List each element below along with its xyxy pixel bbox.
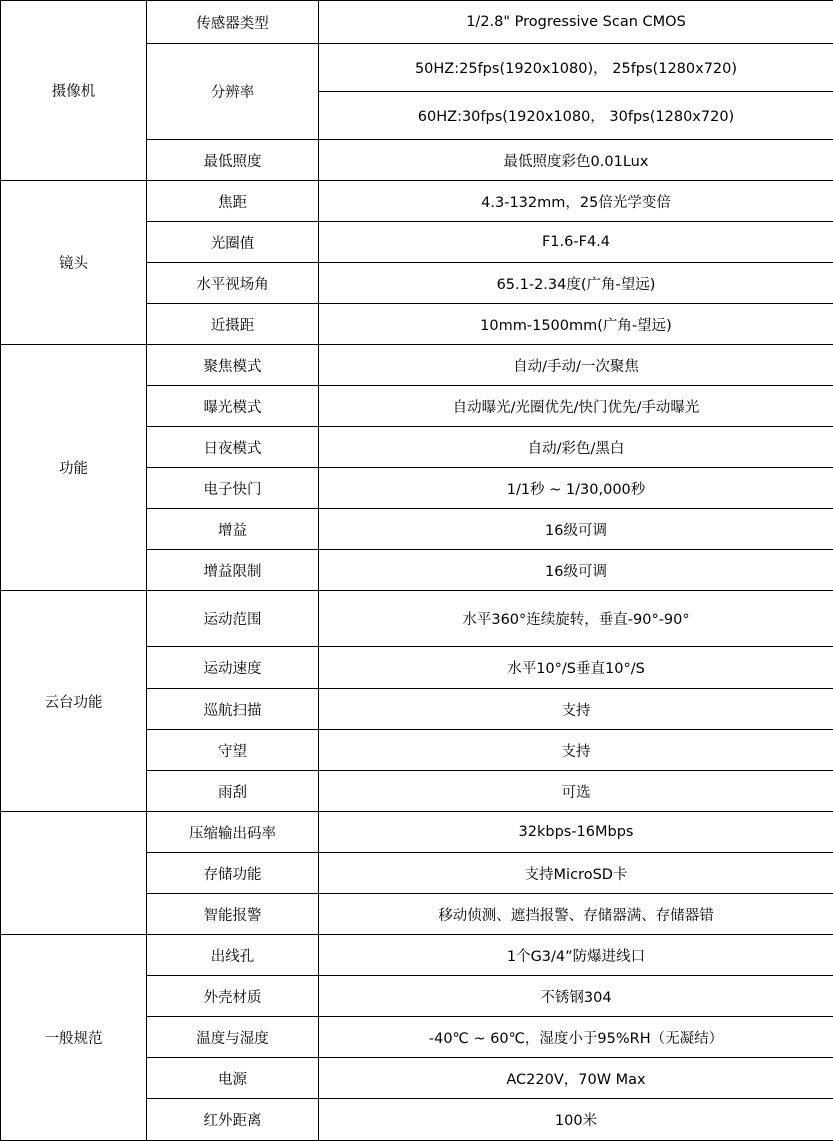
spec-label: 光圈值 (147, 222, 319, 263)
section-name (1, 812, 147, 935)
spec-value: 支持MicroSD卡 (319, 853, 833, 894)
spec-row (1, 591, 833, 647)
spec-label: 运动速度 (147, 647, 319, 689)
spec-value: 自动/手动/一次聚焦 (319, 345, 833, 386)
spec-label: 存储功能 (147, 853, 319, 894)
spec-value: 自动/彩色/黑白 (319, 427, 833, 468)
spec-label: 电子快门 (147, 468, 319, 509)
spec-value: 1/1秒 ~ 1/30,000秒 (319, 468, 833, 509)
spec-label: 焦距 (147, 181, 319, 222)
spec-label: 日夜模式 (147, 427, 319, 468)
spec-value: 水平10°/S垂直10°/S (319, 647, 833, 689)
spec-value: 4.3-132mm，25倍光学变倍 (319, 181, 833, 222)
spec-value: 16级可调 (319, 509, 833, 550)
spec-label: 智能报警 (147, 894, 319, 935)
spec-value: 50HZ:25fps(1920x1080)， 25fps(1280x720) (319, 44, 833, 92)
spec-label: 出线孔 (147, 935, 319, 976)
spec-value: 移动侦测、遮挡报警、存储器满、存储器错 (319, 894, 833, 935)
spec-label: 电源 (147, 1058, 319, 1099)
section-name: 一般规范 (1, 935, 147, 1141)
spec-value: 支持 (319, 730, 833, 771)
spec-value: AC220V，70W Max (319, 1058, 833, 1099)
spec-label: 最低照度 (147, 140, 319, 181)
spec-value: 100米 (319, 1099, 833, 1141)
spec-value: 不锈钢304 (319, 976, 833, 1017)
spec-value: 16级可调 (319, 550, 833, 591)
spec-value: 32kbps-16Mbps (319, 812, 833, 853)
spec-label: 近摄距 (147, 304, 319, 345)
spec-row (1, 1, 833, 44)
spec-row (1, 345, 833, 386)
spec-value: 1个G3/4”防爆进线口 (319, 935, 833, 976)
spec-label: 水平视场角 (147, 263, 319, 304)
spec-row (1, 812, 833, 853)
spec-value: 65.1-2.34度(广角-望远) (319, 263, 833, 304)
spec-value: 60HZ:30fps(1920x1080， 30fps(1280x720) (319, 92, 833, 140)
section-name: 功能 (1, 345, 147, 591)
spec-label: 外壳材质 (147, 976, 319, 1017)
spec-label: 增益限制 (147, 550, 319, 591)
spec-value: 水平360°连续旋转，垂直-90°-90° (319, 591, 833, 647)
spec-value: 10mm-1500mm(广角-望远) (319, 304, 833, 345)
spec-label: 温度与湿度 (147, 1017, 319, 1058)
spec-label: 守望 (147, 730, 319, 771)
spec-label: 运动范围 (147, 591, 319, 647)
section-name: 摄像机 (1, 1, 147, 181)
spec-label: 雨刮 (147, 771, 319, 812)
spec-value: F1.6-F4.4 (319, 222, 833, 263)
spec-row (1, 181, 833, 222)
spec-label: 红外距离 (147, 1099, 319, 1141)
spec-label: 聚焦模式 (147, 345, 319, 386)
spec-value: 支持 (319, 689, 833, 730)
spec-label: 压缩输出码率 (147, 812, 319, 853)
spec-value: 1/2.8" Progressive Scan CMOS (319, 1, 833, 44)
spec-value: 自动曝光/光圈优先/快门优先/手动曝光 (319, 386, 833, 427)
spec-row (1, 935, 833, 976)
section-name: 云台功能 (1, 591, 147, 812)
spec-label: 分辨率 (147, 44, 319, 140)
spec-label: 增益 (147, 509, 319, 550)
spec-label: 巡航扫描 (147, 689, 319, 730)
spec-value: 最低照度彩色0.01Lux (319, 140, 833, 181)
spec-label: 传感器类型 (147, 1, 319, 44)
section-name: 镜头 (1, 181, 147, 345)
spec-value: 可选 (319, 771, 833, 812)
spec-label: 曝光模式 (147, 386, 319, 427)
spec-value: -40℃ ~ 60℃，湿度小于95%RH（无凝结） (319, 1017, 833, 1058)
